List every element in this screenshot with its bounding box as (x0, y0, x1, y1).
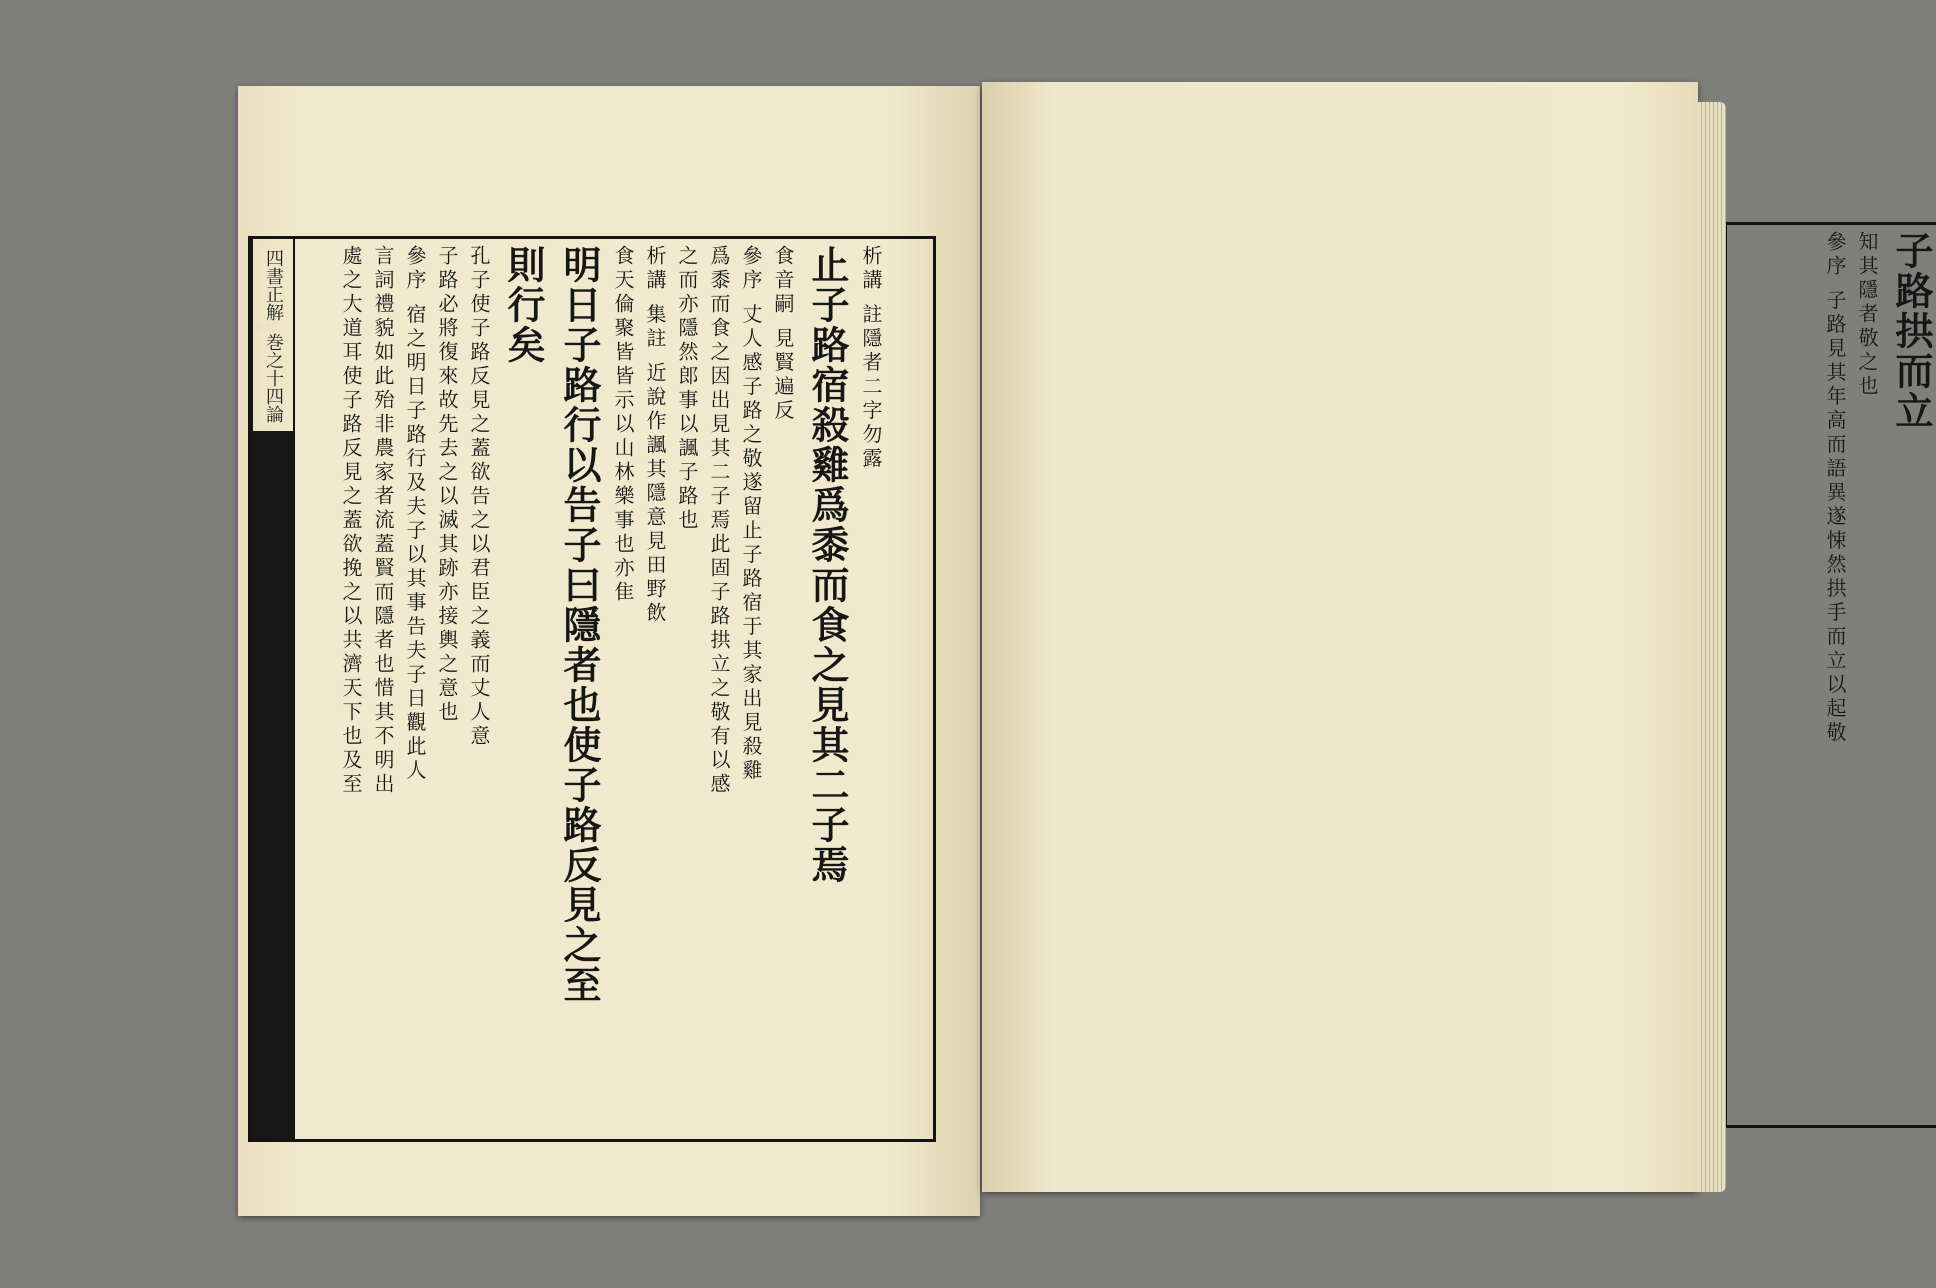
commentary-column: 析講 註隱者二字勿露 (859, 245, 883, 472)
left-margin-title: 四書正解 (260, 247, 286, 323)
main-text-column: 子路拱而立 (1889, 231, 1934, 431)
commentary-column: 參序 宿之明日子路行及夫子以其事告夫子日觀此人 (403, 245, 427, 784)
main-text-column: 則行矣 (501, 245, 546, 365)
commentary-column: 析講 集註 近說作諷其隱意見田野飲 (643, 245, 667, 626)
right-text-body (1773, 231, 1936, 1119)
commentary-column: 食天倫聚皆皆示以山林樂事也亦隹 (611, 245, 635, 605)
page-stack-edge (1698, 102, 1726, 1192)
main-text-column: 明日子路行以告子曰隱者也使子路反見之至 (557, 245, 602, 1005)
commentary-column: 言詞禮貌如此殆非農家者流蓋賢而隱者也惜其不明出 (371, 245, 395, 797)
open-book (238, 82, 1934, 1222)
right-text-frame (1724, 222, 1936, 1128)
left-text-frame (248, 236, 936, 1142)
commentary-column: 之而亦隱然郎事以諷子路也 (675, 245, 699, 533)
commentary-column: 子路必將復來故先去之以滅其跡亦接輿之意也 (435, 245, 459, 725)
left-text-body (291, 245, 887, 1133)
left-page (238, 86, 980, 1216)
commentary-column: 食音嗣 見賢遍反 (771, 245, 795, 424)
main-text-column: 止子路宿殺雞爲黍而食之見其二子焉 (805, 245, 850, 885)
commentary-column: 知其隱者敬之也 (1855, 231, 1879, 399)
left-margin-strip (251, 239, 295, 1139)
right-page (982, 82, 1934, 1192)
left-margin-black-band (253, 431, 293, 1139)
commentary-column: 處之大道耳使子路反見之蓋欲挽之以共濟天下也及至 (339, 245, 363, 797)
commentary-column: 爲黍而食之因出見其二子焉此固子路拱立之敬有以感 (707, 245, 731, 797)
left-margin-subtitle: 巻之十四論 (260, 331, 286, 425)
commentary-column: 參序 丈人感子路之敬遂留止子路宿于其家出見殺雞 (739, 245, 763, 784)
commentary-column: 孔子使子路反見之蓋欲告之以君臣之義而丈人意 (467, 245, 491, 749)
commentary-column: 參序 子路見其年高而語異遂悚然拱手而立以起敬 (1823, 231, 1847, 746)
